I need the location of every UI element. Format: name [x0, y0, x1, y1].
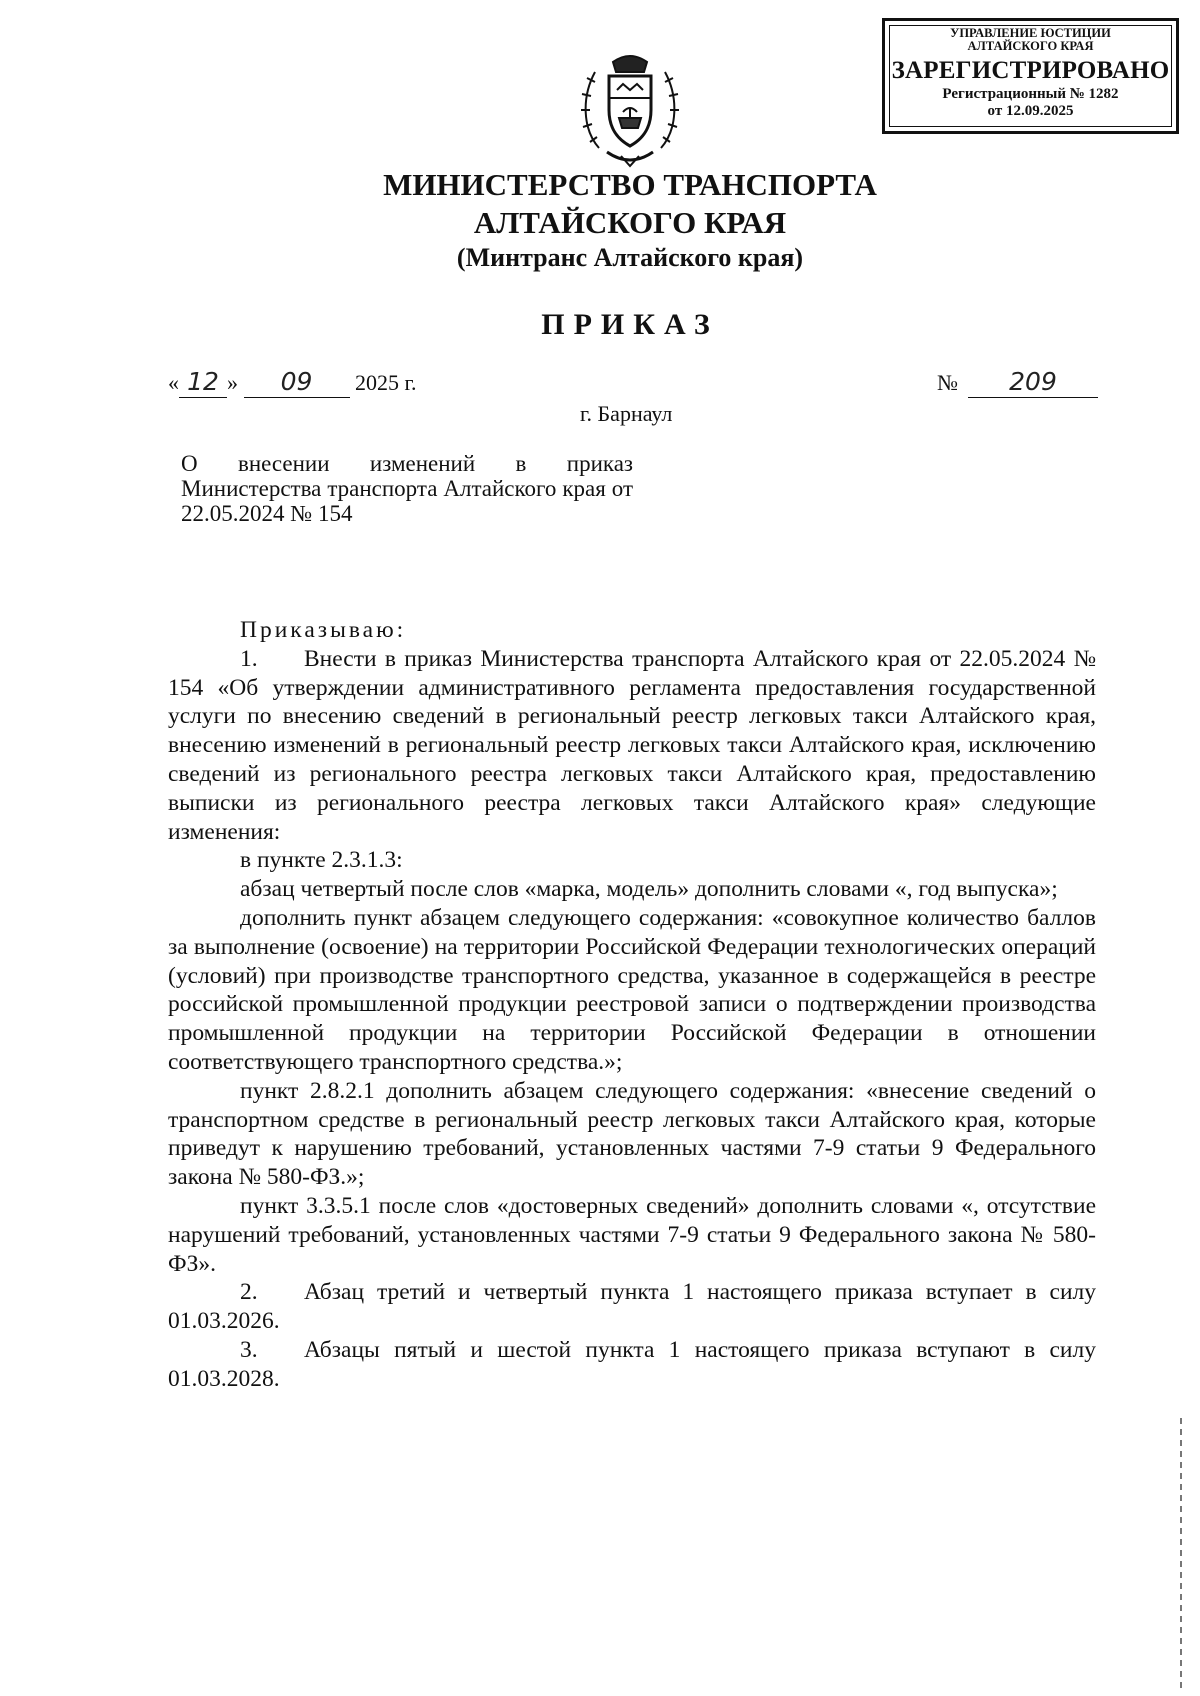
order-subject: О внесении изменений в приказ Министерства транспорта Алтайского края от 22.05.2024 № 154 — [181, 451, 633, 526]
date-quote-open: « — [168, 370, 179, 395]
paragraph-1-text: Внести в приказ Министерства транспорта Алтайского края от 22.05.2024 № 154 «Об утверждении административного регламента предоставления государственной услуги по внесению сведений в региональный реестр легковых такси Алтайского края, внесению изменений в региональный реестр легковых такси Алтайского края, исключению сведений из регионального реестра легковых такси Алтайского края, предоставлению выписки из регионального реестра легковых такси Алтайского края» следующие изменения: — [168, 645, 1096, 845]
paragraph-1-item-c: дополнить пункт абзацем следующего содержания: «совокупное количество баллов за выполнение (освоение) на территории Российской Федерации технологических операций (условий) при производстве транспортного средства, указанное в содержащейся в реестре российской промышленной продукции реестровой записи о подтверждении производства промышленной продукции на территории Российской Федерации в отношении соответствующего транспортного средства.»; — [168, 904, 1096, 1075]
paragraph-1 — [168, 645, 1096, 847]
date-month-handwritten: 09 — [280, 367, 313, 396]
paragraph-1-item-e: пункт 3.3.5.1 после слов «достоверных сведений» дополнить словами «, отсутствие нарушений требований, установленных частями 7-9 статьи 9 Федерального закона № 580-ФЗ». — [168, 1192, 1096, 1277]
stamp-reg-number: Регистрационный № 1282 — [942, 86, 1119, 102]
order-number-field — [968, 368, 1098, 398]
city: г. Барнаул — [580, 401, 673, 426]
stamp-status: ЗАРЕГИСТРИРОВАНО — [891, 57, 1170, 84]
paragraph-3-text: Абзацы пятый и шестой пункта 1 настоящего приказа вступают в силу 01.03.2028. — [168, 1336, 1096, 1392]
altai-krai-coat-of-arms-icon — [581, 52, 679, 174]
paragraph-2-text: Абзац третий и четвертый пункта 1 настоящего приказа вступает в силу 01.03.2026. — [168, 1279, 1096, 1335]
stamp-org-line2: АЛТАЙСКОГО КРАЯ — [967, 39, 1094, 53]
paragraph-3 — [168, 1336, 1096, 1394]
date-month-field — [244, 368, 350, 398]
orders-word: Приказываю: — [240, 617, 407, 643]
registration-stamp — [882, 18, 1179, 134]
stamp-org-line1: УПРАВЛЕНИЕ ЮСТИЦИИ — [950, 26, 1111, 40]
order-date — [168, 368, 417, 398]
paragraph-1-item-a: в пункте 2.3.1.3: — [240, 847, 403, 874]
ministry-name — [250, 166, 1010, 242]
date-day-field — [179, 368, 227, 398]
date-year: 2025 г. — [355, 370, 417, 395]
ministry-name-line2: АЛТАЙСКОГО КРАЯ — [473, 205, 787, 240]
paragraph-1-number: 1. — [240, 645, 258, 672]
stamp-inner-frame — [889, 25, 1172, 127]
date-day-handwritten: 12 — [187, 367, 219, 396]
document-type-title: ПРИКАЗ — [541, 308, 719, 341]
ministry-name-line1: МИНИСТЕРСТВО ТРАНСПОРТА — [383, 167, 877, 202]
order-number-label: № — [937, 370, 958, 395]
order-number-handwritten: 209 — [1009, 367, 1057, 396]
date-quote-close: » — [227, 370, 238, 395]
paragraph-1-item-b: абзац четвертый после слов «марка, модель» дополнить словами «, год выпуска»; — [240, 876, 1058, 903]
order-number — [937, 368, 1098, 398]
ministry-short-name: (Минтранс Алтайского края) — [456, 243, 804, 272]
paragraph-3-number: 3. — [240, 1336, 258, 1363]
paragraph-2 — [168, 1278, 1096, 1336]
paragraph-2-number: 2. — [240, 1279, 258, 1306]
order-body — [168, 616, 1096, 1394]
paragraph-1-item-d: пункт 2.8.2.1 дополнить абзацем следующего содержания: «внесение сведений о транспортном средстве в региональный реестр легковых такси Алтайского края, которые приведут к нарушению требований, установленных частями 7-9 статьи 9 Федерального закона № 580-ФЗ.»; — [168, 1077, 1096, 1191]
stamp-reg-date: от 12.09.2025 — [987, 103, 1074, 119]
scan-margin-mark — [1180, 1418, 1182, 1688]
